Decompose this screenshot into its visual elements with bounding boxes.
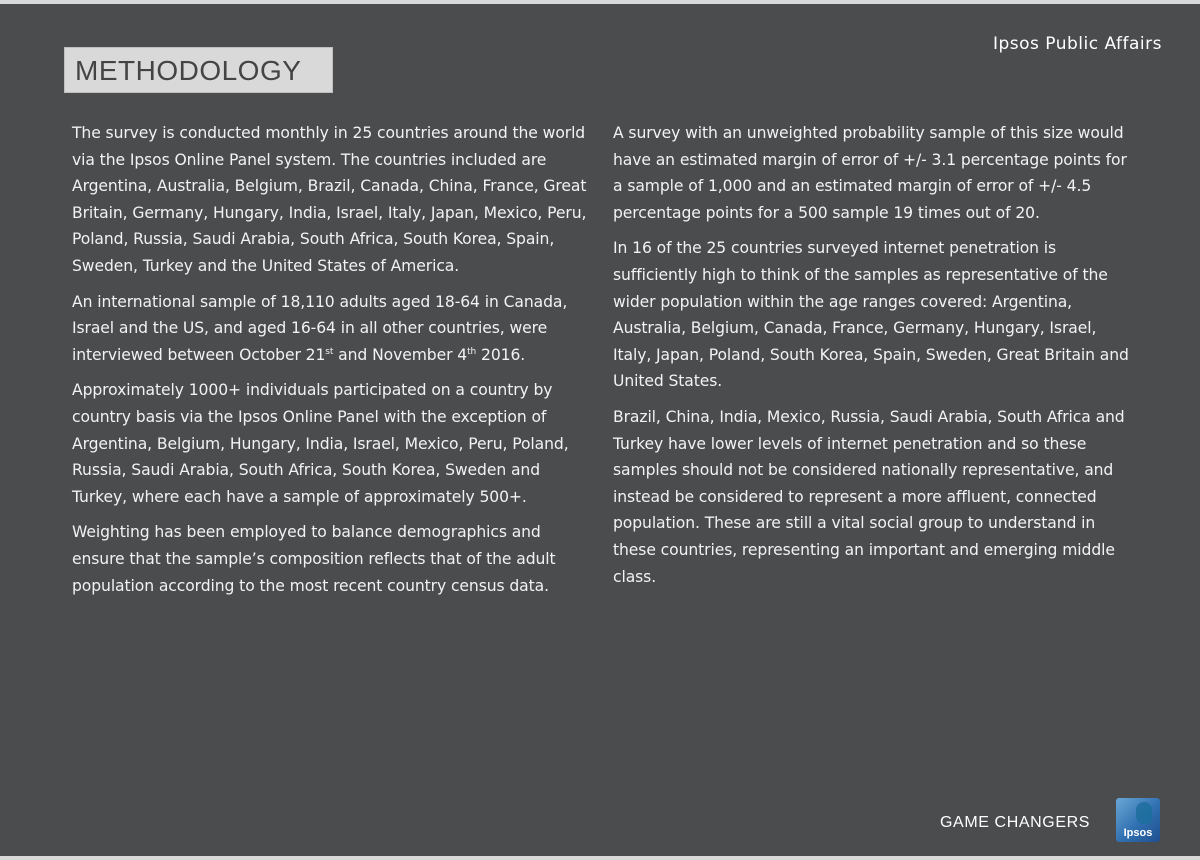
sample-text-1: An international sample of 18,110 adults aged 18-64 in Canada, Israel and the US, and aged 16-64 in all other countries, were interviewed between October 21: [72, 292, 568, 364]
paragraph-weighting: Weighting has been employed to balance demographics and ensure that the sample’s composition reflects that of the adult population according to the most recent country census data.: [72, 523, 556, 595]
right-column: [613, 120, 1133, 599]
ipsos-logo: [1116, 798, 1160, 842]
paragraph-participants: Approximately 1000+ individuals participated on a country by country basis via the Ipsos Online Panel with the exception of Argentina, Belgium, Hungary, India, Israel, Mexico, Peru, Poland, Russia, Saudi Arabia, South Africa, South Korea, Sweden and Turkey, where each have a sample of approximately 500+.: [72, 381, 569, 506]
footer-tagline: GAME CHANGERS: [940, 814, 1091, 831]
slide: [0, 4, 1200, 856]
paragraph-internet-low: Brazil, China, India, Mexico, Russia, Saudi Arabia, South Africa and Turkey have lower levels of internet penetration and so these samples should not be considered nationally representative, and instead be considered to represent a more affluent, connected population. These are still a vital social group to understand in these countries, representing an important and emerging middle class.: [613, 407, 1125, 586]
sample-sup-2: th: [467, 346, 477, 357]
paragraph-countries: The survey is conducted monthly in 25 countries around the world via the Ipsos Online Panel system. The countries included are Argentina, Australia, Belgium, Brazil, Canada, China, France, Great Britain, Germany, Hungary, India, Israel, Italy, Japan, Mexico, Peru, Poland, Russia, Saudi Arabia, South Africa, South Korea, Spain, Sweden, Turkey and the United States of America.: [72, 124, 587, 275]
paragraph-internet-high: In 16 of the 25 countries surveyed internet penetration is sufficiently high to think of the samples as representative of the wider population within the age ranges covered: Argentina, Australia, Belgium, Canada, France, Germany, Hungary, Israel, Italy, Japan, Poland, South Korea, Spain, Sweden, Great Britain and United States.: [613, 239, 1129, 391]
logo-shape-icon: [1136, 802, 1152, 824]
title-box: [64, 47, 333, 93]
logo-text: Ipsos: [1123, 827, 1153, 839]
left-column: [72, 120, 588, 608]
sample-text-2: and November 4: [333, 345, 468, 364]
paragraph-margin-of-error: A survey with an unweighted probability sample of this size would have an estimated margin of error of +/- 3.1 percentage points for a sample of 1,000 and an estimated margin of error of +/- 4.5 percentage points for a 500 sample 19 times out of 20.: [613, 124, 1127, 222]
page-title: METHODOLOGY: [75, 55, 302, 86]
sample-sup-1: st: [325, 346, 334, 357]
paragraph-sample: [72, 289, 588, 369]
brand-label: Ipsos Public Affairs: [992, 34, 1162, 54]
sample-text-3: 2016.: [476, 345, 526, 364]
